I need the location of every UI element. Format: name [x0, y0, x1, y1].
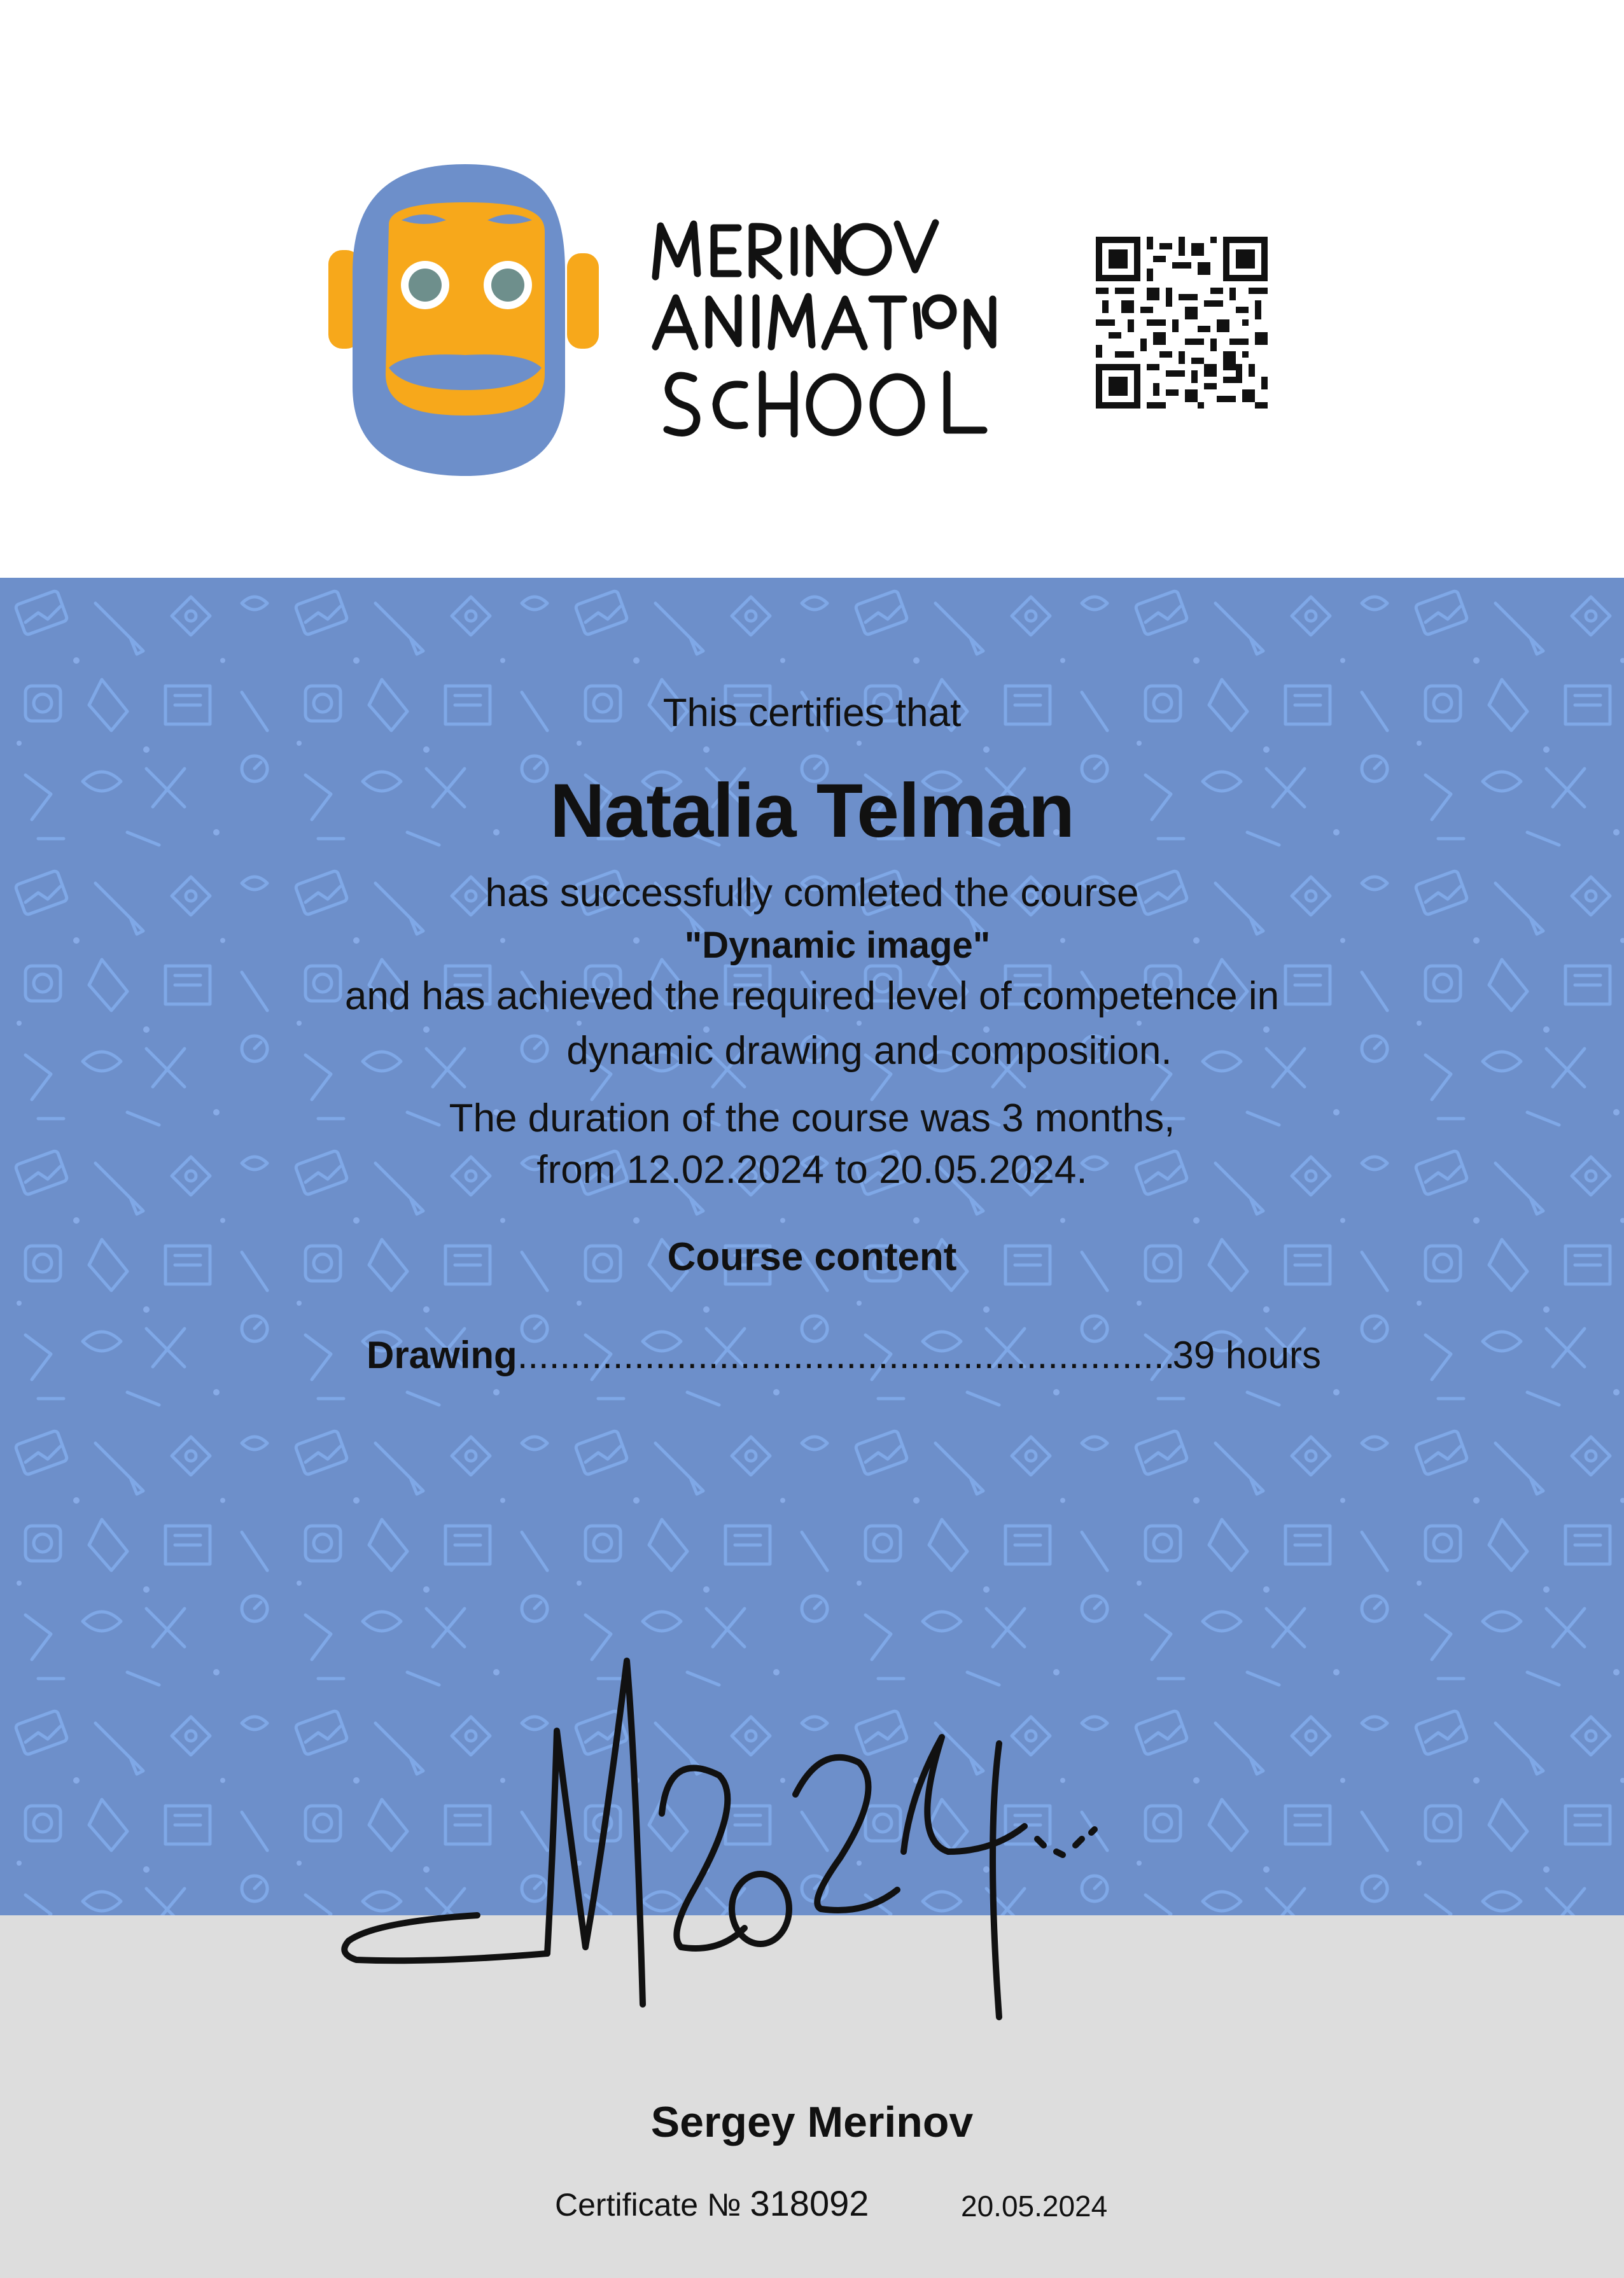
- certificate-date: 20.05.2024: [961, 2190, 1108, 2223]
- certificate-number: [555, 2183, 869, 2224]
- recipient-name: Natalia Telman: [549, 768, 1075, 853]
- course-content-heading: Course content: [667, 1235, 957, 1279]
- handwritten-signature: [337, 1648, 1305, 2043]
- duration-line-1: The duration of the course was 3 months,: [449, 1096, 1175, 1140]
- qr-code-icon: [1096, 237, 1268, 409]
- school-logo-wordmark: [643, 210, 1012, 452]
- course-content-hours: 39 hours: [1172, 1334, 1321, 1376]
- duration-line-2: from 12.02.2024 to 20.05.2024.: [536, 1148, 1088, 1192]
- mascot-logo-icon: [328, 164, 602, 476]
- course-content-subject: Drawing: [367, 1334, 517, 1376]
- certifies-intro: This certifies that: [662, 691, 962, 735]
- course-content-row: [367, 1333, 1321, 1377]
- competence-line-2: dynamic drawing and composition.: [566, 1029, 1172, 1073]
- signer-name: Sergey Merinov: [650, 2098, 974, 2146]
- competence-line-1: and has achieved the required level of competence in: [344, 974, 1280, 1018]
- course-title: "Dynamic image": [684, 925, 991, 966]
- certificate-number-label: Certificate №: [555, 2187, 741, 2223]
- certificate-header: [0, 0, 1624, 578]
- completed-line: has successfully comleted the course: [485, 871, 1139, 915]
- certificate-number-value: 318092: [750, 2183, 869, 2223]
- leader-dots: [517, 1333, 1173, 1377]
